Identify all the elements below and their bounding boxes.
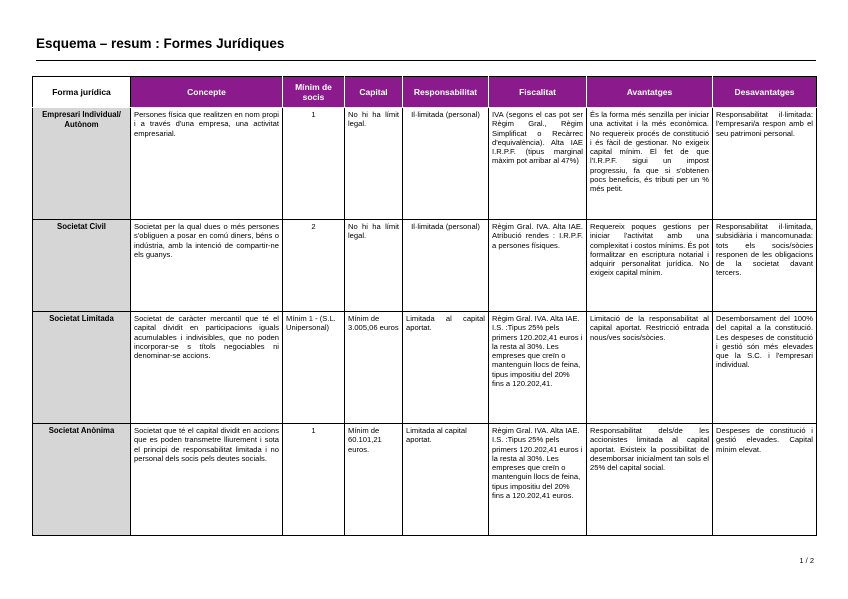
cell-forma: Societat Limitada: [33, 312, 131, 424]
cell-socis: Mínim 1 - (S.L. Unipersonal): [283, 312, 345, 424]
cell-responsabilitat: Il·limitada (personal): [403, 108, 489, 220]
cell-forma: Societat Civil: [33, 220, 131, 312]
document-title: Esquema – resum : Formes Jurídiques: [36, 36, 285, 51]
cell-desavantatges: Responsabilitat il·limitada, subsidiària i mancomunada: tots els socis/sòcies responen de les obligacions de la societat davant tercers.: [713, 220, 817, 312]
cell-fiscalitat: IVA (segons el cas pot ser Règim Gral., Règim Simplificat o Recàrrec d'equivalència). Alta IAE I.R.P.F. (tipus marginal màxim pot arribar al 47%): [489, 108, 587, 220]
cell-forma: Empresari Individual/ Autònom: [33, 108, 131, 220]
cell-capital: Mínim de 60.101,21 euros.: [345, 424, 403, 536]
cell-capital: No hi ha límit legal.: [345, 108, 403, 220]
cell-desavantatges: Despeses de constitució i gestió elevades. Capital mínim elevat.: [713, 424, 817, 536]
cell-responsabilitat: Limitada al capital aportat.: [403, 312, 489, 424]
cell-fiscalitat: Règim Gral. IVA. Alta IAE. Atribució rendes : I.R.P.F. a persones físiques.: [489, 220, 587, 312]
table-row: [33, 312, 817, 424]
cell-socis: 2: [283, 220, 345, 312]
cell-concepte: Societat per la qual dues o més persones s'obliguen a posar en comú diners, béns o indústria, amb la intenció de compartir-ne els guanys.: [131, 220, 283, 312]
cell-fiscalitat: Règim Gral. IVA. Alta IAE. I.S. :Tipus 25% pels primers 120.202,41 euros i la resta al 30%. Les empreses que creïn o mantenguin llocs de feina, tipus impositiu del 20% fins a 120.202,41.: [489, 312, 587, 424]
legal-forms-table: [32, 76, 817, 536]
title-underline: [36, 60, 816, 61]
cell-concepte: Persones física que realitzen en nom propi i a través d'una empresa, una activitat empresarial.: [131, 108, 283, 220]
header-responsabilitat: Responsabilitat: [403, 77, 489, 108]
table-row: [33, 424, 817, 536]
table-header-row: [33, 77, 817, 108]
header-concepte: Concepte: [131, 77, 283, 108]
cell-avantatges: Responsabilitat dels/de les accionistes limitada al capital aportat. Existeix la possibilitat de desemborsar inicialment tan sols el 25% del capital social.: [587, 424, 713, 536]
table-row: [33, 220, 817, 312]
header-avantatges: Avantatges: [587, 77, 713, 108]
cell-forma: Societat Anònima: [33, 424, 131, 536]
header-desavantatges: Desavantatges: [713, 77, 817, 108]
page-number: 1 / 2: [799, 556, 814, 565]
cell-capital: Mínim de 3.005,06 euros: [345, 312, 403, 424]
cell-fiscalitat: Règim Gral. IVA. Alta IAE. I.S. :Tipus 25% pels primers 120.202,41 euros i la resta al 30%. Les empreses que creïn o mantenguin llocs de feina, tipus impositiu del 20% fins a 120.202,41 euros.: [489, 424, 587, 536]
cell-concepte: Societat que té el capital dividit en accions que es poden transmetre lliurement i sota el principi de responsabilitat limitada i no personal dels socis pels deutes socials.: [131, 424, 283, 536]
cell-concepte: Societat de caràcter mercantil que té el capital dividit en participacions iguals acumulables i indivisibles, que no poden incorporar-se s títols negociables ni denominar-se accions.: [131, 312, 283, 424]
cell-desavantatges: Responsabilitat il·limitada: l'empresari/a respon amb el seu patrimoni personal.: [713, 108, 817, 220]
cell-capital: No hi ha límit legal.: [345, 220, 403, 312]
cell-socis: 1: [283, 424, 345, 536]
cell-avantatges: És la forma més senzilla per iniciar una activitat i la més econòmica. No requereix procés de constitució i és fàcil de gestionar. No exigeix capital mínim. El fet de que l'I.R.P.F. sigui un impost progressiu, fa que si s'obtenen pocs beneficis, és tributi per un % més petit.: [587, 108, 713, 220]
cell-avantatges: Requereix poques gestions per iniciar l'activitat amb una complexitat i costos mínims. És pot formalitzar en escriptura notarial i adquirir personalitat jurídica. No exigeix capital mínim.: [587, 220, 713, 312]
cell-responsabilitat: Il·limitada (personal): [403, 220, 489, 312]
table-row: [33, 108, 817, 220]
header-minim-socis: Mínim de socis: [283, 77, 345, 108]
cell-desavantatges: Desemborsament del 100% del capital a la constitució. Les despeses de constitució i gestió són més elevades que la S.C. i l'empresari individual.: [713, 312, 817, 424]
cell-avantatges: Limitació de la responsabilitat al capital aportat. Restricció entrada nous/ves socis/sòcies.: [587, 312, 713, 424]
cell-socis: 1: [283, 108, 345, 220]
cell-responsabilitat: Limitada al capital aportat.: [403, 424, 489, 536]
header-forma-juridica: Forma jurídica: [33, 77, 131, 108]
header-fiscalitat: Fiscalitat: [489, 77, 587, 108]
header-capital: Capital: [345, 77, 403, 108]
